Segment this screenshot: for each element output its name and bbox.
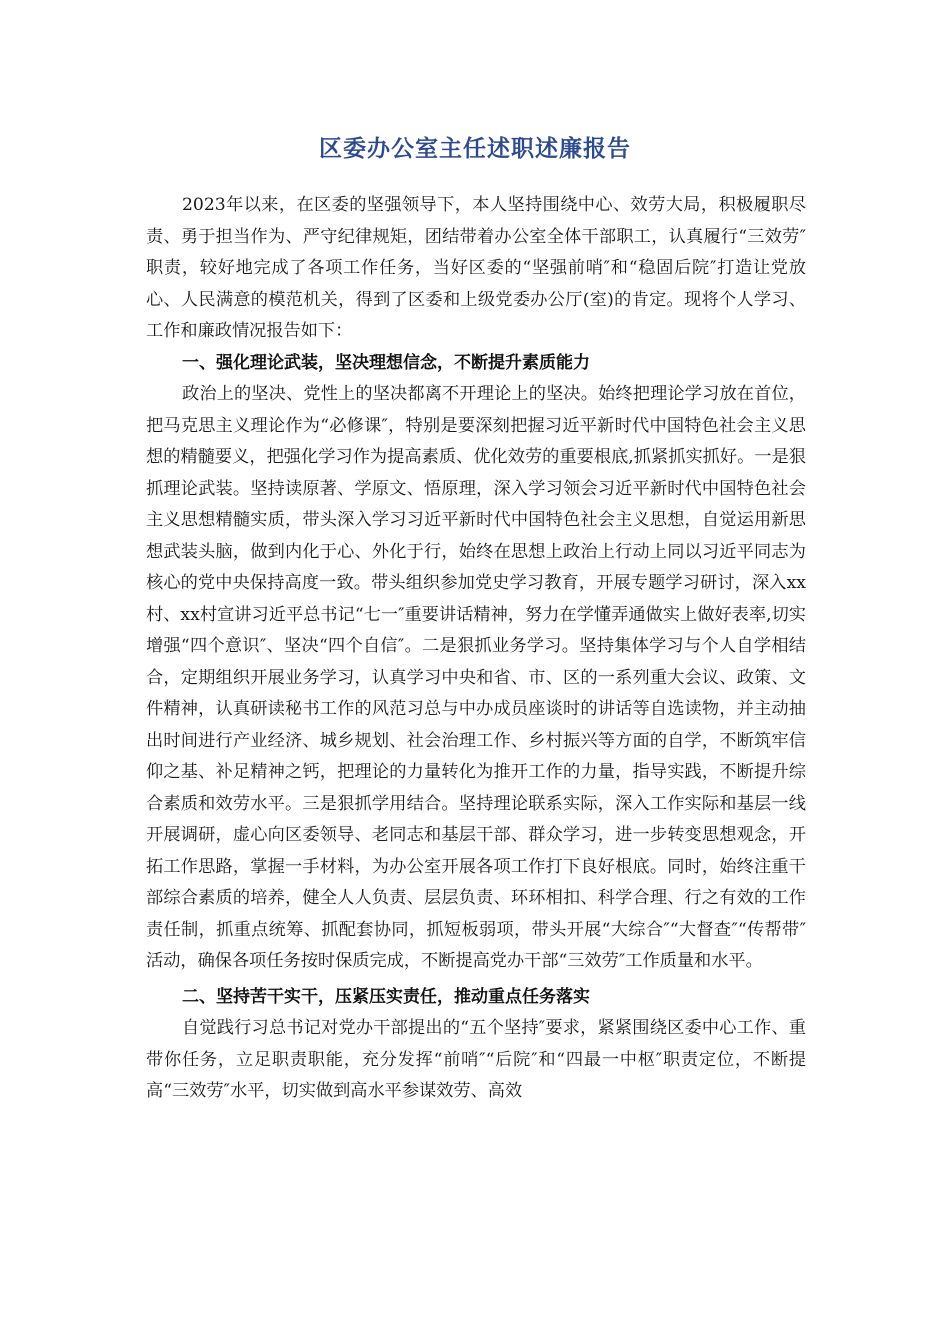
intro-paragraph: 2023年以来，在区委的坚强领导下，本人坚持围绕中心、效劳大局，积极履职尽责、勇于担当作为、严守纪律规矩，团结带着办公室全体干部职工，认真履行“三效劳″职责，较好地完成了各项工作任务，当好区委的“坚强前哨″和“稳固后院″打造让党放心、人民满意的模范机关，得到了区委和上级党委办公厅(室)的肯定。现将个人学习、工作和廉政情况报告如下： <box>146 195 806 341</box>
section-2-heading: 二、坚持苦干实干，压紧压实责任，推动重点任务落实 <box>182 986 590 1007</box>
section-2-paragraph: 自觉践行习总书记对党办干部提出的“五个坚持″要求，紧紧围绕区委中心工作、重带你任务，立足职责职能，充分发挥“前哨″“后院″和“四最一中枢″职责定位，不断提高“三效劳″水平，切实做到高水平参谋效劳、高效 <box>146 1018 806 1101</box>
document-title: 区委办公室主任述职述廉报告 <box>319 136 631 162</box>
section-1-heading: 一、强化理论武装，坚决理想信念，不断提升素质能力 <box>182 352 590 373</box>
document-body <box>146 190 806 1108</box>
section-1-paragraph: 政治上的坚决、党性上的坚决都离不开理论上的坚决。始终把理论学习放在首位，把马克思主义理论作为“必修课″，特别是要深刻把握习近平新时代中国特色社会主义思想的精髓要义，把强化学习作为提高素质、优化效劳的重要根底,抓紧抓实抓好。一是狠抓理论武装。坚持读原著、学原文、悟原理，深入学习领会习近平新时代中国特色社会主义思想精髓实质，带头深入学习习近平新时代中国特色社会主义思想，自觉运用新思想武装头脑，做到内化于心、外化于行，始终在思想上政治上行动上同以习近平同志为核心的党中央保持高度一致。带头组织参加党史学习教育，开展专题学习研讨，深入xx村、xx村宣讲习近平总书记“七一″重要讲话精神，努力在学懂弄通做实上做好表率,切实增强“四个意识″、坚决“四个自信″。二是狠抓业务学习。坚持集体学习与个人自学相结合，定期组织开展业务学习，认真学习中央和省、市、区的一系列重大会议、政策、文件精神，认真研读秘书工作的风范习总与中办成员座谈时的讲话等自选读物，并主动抽出时间进行产业经济、城乡规划、社会治理工作、乡村振兴等方面的自学，不断筑牢信仰之基、补足精神之钙，把理论的力量转化为推开工作的力量，指导实践，不断提升综合素质和效劳水平。三是狠抓学用结合。坚持理论联系实际，深入工作实际和基层一线开展调研，虚心向区委领导、老同志和基层干部、群众学习，进一步转变思想观念，开拓工作思路，掌握一手材料，为办公室开展各项工作打下良好根底。同时，始终注重干部综合素质的培养，健全人人负责、层层负责、环环相扣、科学合理、行之有效的工作责任制，抓重点统筹、抓配套协同，抓短板弱项，带头开展“大综合″“大督查″“传帮带″活动，确保各项任务按时保质完成，不断提高党办干部“三效劳″工作质量和水平。 <box>146 384 806 971</box>
